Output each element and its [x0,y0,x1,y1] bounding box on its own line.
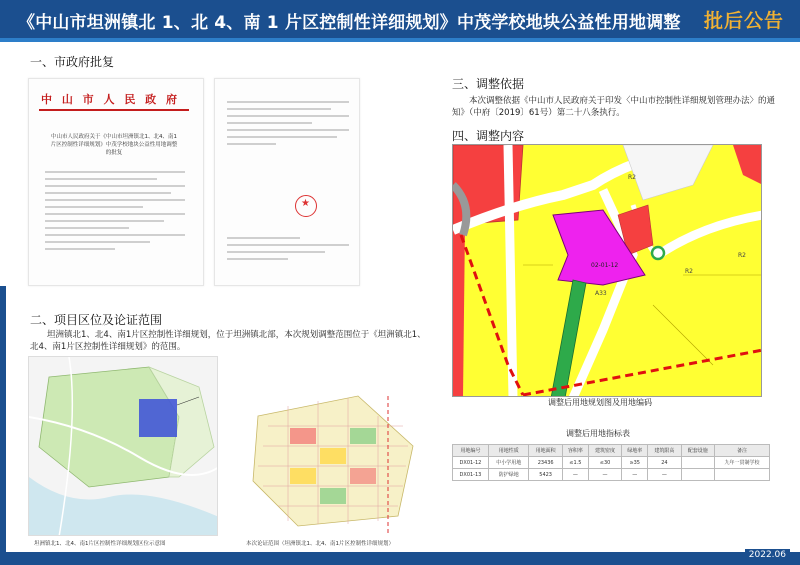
location-map [28,356,218,536]
title-underline [0,38,800,42]
approval-subject: 中山市人民政府关于《中山市坦洲镇北1、北4、南1片区控制性详细规划》中茂学校地块公益性用地调整的批复 [50,134,178,156]
svg-text:R2: R2 [738,252,746,259]
announcement-stamp: 批后公告 [703,10,784,32]
planning-grid-map [238,386,428,536]
land-table-title: 调整后用地指标表 [566,429,630,438]
section-heading-content: 四、调整内容 [452,129,525,143]
location-map-note: 坦洲镇北1、北4、南1片区控制性详细规划区位示意图 [34,541,166,547]
official-seal-icon [295,195,317,217]
land-use-map-graphic [453,145,762,397]
approval-document-page-1 [28,78,204,286]
roundabout-icon [652,247,664,259]
land-index-table [452,444,770,481]
document-body-lines [227,101,349,150]
grid-map-note: 本次论证范围（坦洲镇北1、北4、南1片区控制性详细规划） [246,541,394,547]
approval-document-page-2 [214,78,360,286]
land-use-map [452,144,762,397]
table-header: 配套设施 [681,445,714,457]
svg-text:R2: R2 [628,174,636,181]
parcel-label: 02-01-12 [591,262,619,269]
svg-text:R2: R2 [685,268,693,275]
footer-bar [0,552,800,565]
title-banner [0,0,800,38]
document-body-lines [45,171,185,255]
table-header-row [453,445,770,457]
project-description: 坦洲镇北1、北4、南1片区控制性详细规划，位于坦洲镇北部，本次规划调整范围位于《坦洲镇北1、北4、南1片区控制性详细规划》的范围。 [30,330,426,352]
page-title: 《中山市坦洲镇北 1、北 4、南 1 片区控制性详细规划》中茂学校地块公益性用地调整 [18,13,681,33]
table-header: 用地编号 [453,445,489,457]
section-heading-location: 二、项目区位及论证范围 [30,313,163,327]
footer-date: 2022.06 [745,549,790,561]
document-footer-lines [227,237,349,265]
left-accent-bar [0,286,6,565]
table-header: 用地性质 [488,445,529,457]
table-header: 用地面积 [529,445,562,457]
table-row: DX01-13 防护绿地 5423 — — — — [453,469,770,481]
planning-grid-graphic [238,386,428,536]
land-use-map-caption: 调整后用地规划图及用地编码 [548,398,652,407]
location-map-graphic [29,357,218,536]
table-header: 绿地率 [622,445,648,457]
table-header: 建筑限高 [648,445,681,457]
section-heading-approval: 一、市政府批复 [30,55,115,69]
red-rule [39,109,189,111]
table-header: 备注 [714,445,769,457]
table-row: DX01-12 中小学用地 23436 ≤1.5 ≤30 ≥35 24 九年一贯制学校 [453,457,770,469]
table-header: 容积率 [562,445,588,457]
section-heading-basis: 三、调整依据 [452,77,525,91]
adjustment-basis-text: 本次调整依据《中山市人民政府关于印发〈中山市控制性详细规划管理办法〉的通知》（中府〔2019〕61号）第二十八条执行。 [452,96,776,118]
project-site-highlight [139,399,177,437]
table-header: 建筑密度 [588,445,621,457]
svg-text:A33: A33 [595,290,607,297]
government-name: 中 山 市 人 民 政 府 [41,93,180,106]
